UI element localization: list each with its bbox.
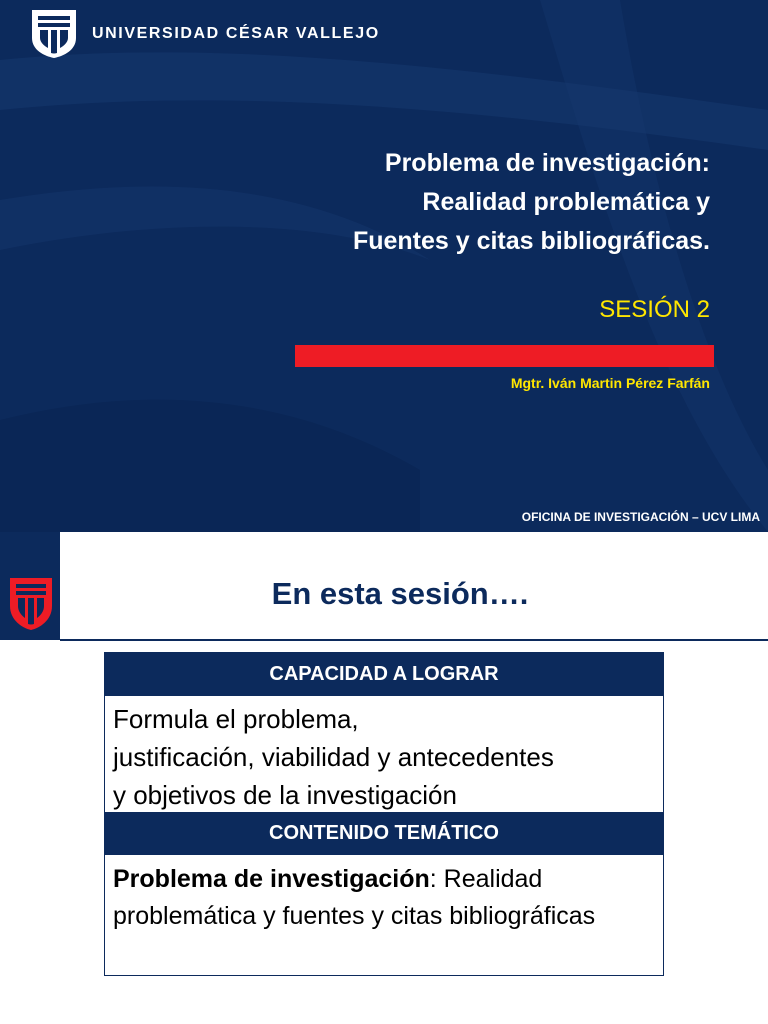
session-overview-slide <box>0 532 768 1024</box>
ucv-logo-icon <box>30 8 78 60</box>
capacity-line-1: Formula el problema, <box>113 704 359 734</box>
capacity-line-3: y objetivos de la investigación <box>113 780 457 810</box>
capacity-line-2: justificación, viabilidad y antecedentes <box>113 742 554 772</box>
author-name: Mgtr. Iván Martin Pérez Farfán <box>510 375 710 391</box>
slide-title <box>353 144 710 261</box>
title-line-3: Fuentes y citas bibliográficas. <box>352 227 710 255</box>
ucv-shield-icon <box>8 576 54 632</box>
brand-header <box>30 8 380 60</box>
title-line-2: Realidad problemática y <box>422 188 710 216</box>
title-line-1: Problema de investigación: <box>384 149 710 177</box>
capacity-cell <box>105 696 663 812</box>
session-label: SESIÓN 2 <box>599 296 710 323</box>
capacity-header: CAPACIDAD A LOGRAR <box>105 653 663 696</box>
content-header: CONTENIDO TEMÁTICO <box>105 812 663 855</box>
red-divider-bar <box>295 345 714 367</box>
university-name: UNIVERSIDAD CÉSAR VALLEJO <box>92 25 380 42</box>
content-topic-text: : Realidad problemática y fuentes y citas bibliográficas <box>113 865 596 930</box>
logo-tab <box>0 532 60 640</box>
office-footer: OFICINA DE INVESTIGACIÓN – UCV LIMA <box>521 510 760 524</box>
session-table <box>104 652 664 976</box>
content-topic-bold: Problema de investigación <box>113 865 430 893</box>
content-cell <box>105 855 663 975</box>
slide-heading: En esta sesión…. <box>271 576 529 611</box>
header-rule <box>60 639 768 641</box>
